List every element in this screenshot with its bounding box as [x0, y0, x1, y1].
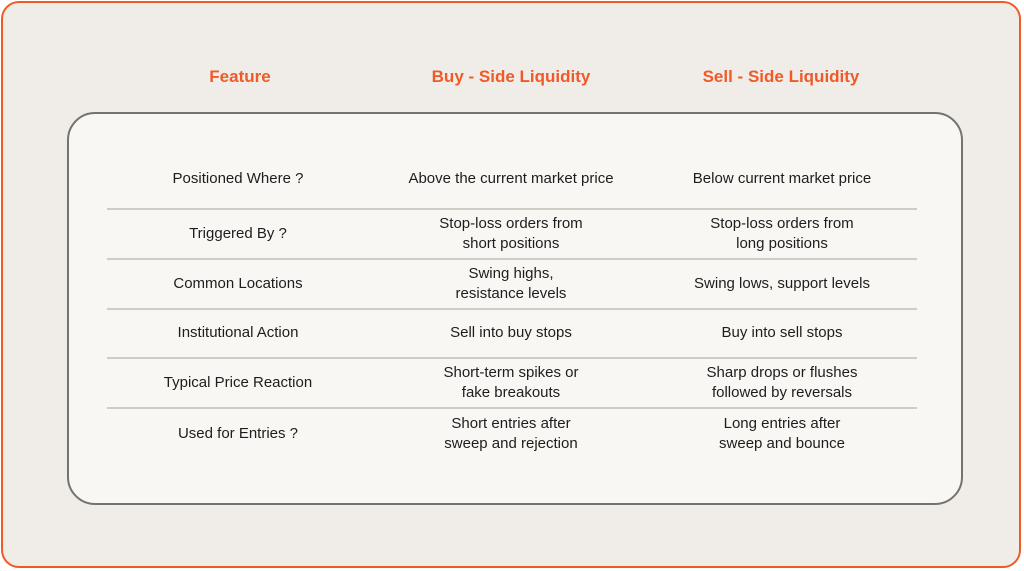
feature-cell: Triggered By ? — [189, 224, 287, 242]
feature-cell: Institutional Action — [177, 324, 299, 341]
buy-side-cell: Swing highs, resistance levels — [455, 265, 567, 302]
header-buy-side: Buy - Side Liquidity — [431, 67, 591, 86]
table-row — [0, 411, 1024, 457]
table-row — [0, 154, 1024, 204]
table-row — [0, 211, 1024, 256]
sell-side-cell: Below current market price — [692, 170, 872, 187]
sell-side-cell: Long entries after sweep and bounce — [719, 415, 845, 452]
table-row — [0, 310, 1024, 356]
header-feature: Feature — [209, 67, 271, 86]
row-divider — [107, 258, 917, 260]
feature-cell: Common Locations — [173, 275, 303, 292]
sell-side-cell: Swing lows, support levels — [694, 275, 870, 292]
sell-side-cell: Stop-loss orders from long positions — [710, 214, 854, 252]
table-row — [0, 261, 1024, 307]
buy-side-cell: Sell into buy stops — [450, 324, 572, 341]
feature-cell: Used for Entries ? — [177, 425, 299, 442]
table-row — [0, 360, 1024, 406]
sell-side-cell: Buy into sell stops — [721, 324, 843, 341]
header-sell-side: Sell - Side Liquidity — [702, 67, 860, 86]
row-divider — [107, 208, 917, 210]
feature-cell: Positioned Where ? — [172, 170, 304, 187]
sell-side-cell: Sharp drops or flushes followed by reversals — [706, 364, 858, 401]
row-divider — [107, 357, 917, 359]
buy-side-cell: Short-term spikes or fake breakouts — [443, 364, 579, 401]
buy-side-cell: Above the current market price — [408, 170, 614, 187]
row-divider — [107, 407, 917, 409]
buy-side-cell: Stop-loss orders from short positions — [439, 214, 583, 252]
buy-side-cell: Short entries after sweep and rejection — [444, 415, 578, 452]
feature-cell: Typical Price Reaction — [163, 374, 313, 391]
